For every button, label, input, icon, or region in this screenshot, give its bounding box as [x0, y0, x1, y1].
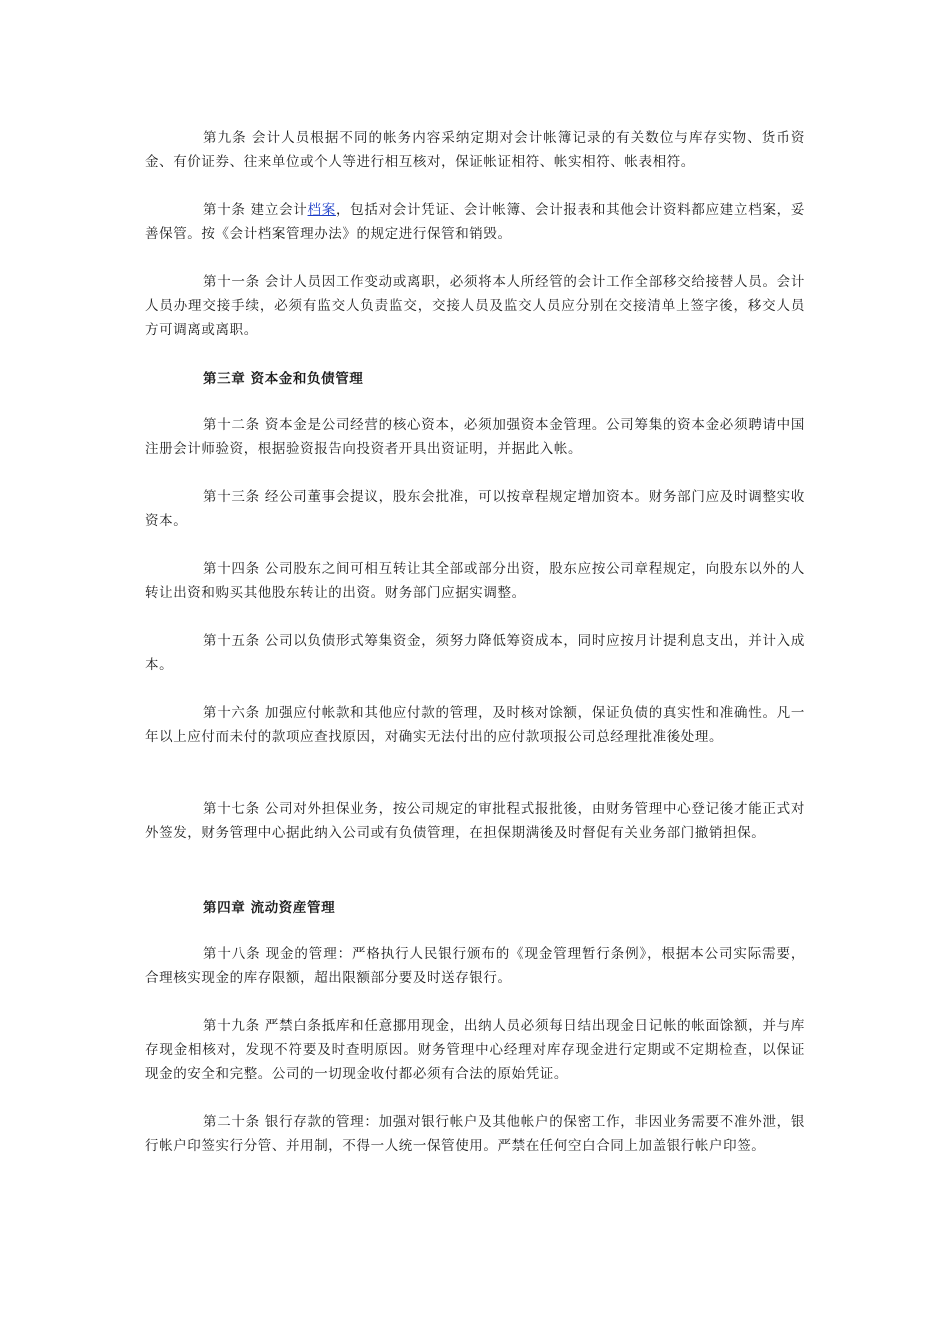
article-19: 第十九条 严禁白条抵库和任意挪用现金，出纳人员必须每日结出现金日记帐的帐面馀额，并与库存现金相核对，发现不符要及时查明原因。财务管理中心经理对库存现金进行定期或不定期检查，以保证现金的安全和完整。公司的一切现金收付都必须有合法的原始凭证。 [145, 1018, 805, 1082]
article-17: 第十七条 公司对外担保业务，按公司规定的审批程式报批後，由财务管理中心登记後才能正式对外签发，财务管理中心据此纳入公司或有负债管理，在担保期满後及时督促有关业务部门撤销担保。 [145, 801, 805, 841]
article-20: 第二十条 银行存款的管理：加强对银行帐户及其他帐户的保密工作，非因业务需要不准外泄，银行帐户印签实行分管、并用制，不得一人统一保管使用。严禁在任何空白合同上加盖银行帐户印签。 [145, 1114, 805, 1154]
chapter-3-heading: 第三章 资本金和负债管理 [203, 371, 364, 387]
article-16: 第十六条 加强应付帐款和其他应付款的管理，及时核对馀额，保证负债的真实性和准确性。凡一年以上应付而未付的款项应查找原因，对确实无法付出的应付款项报公司总经理批准後处理。 [145, 705, 805, 745]
archive-link[interactable]: 档案 [307, 202, 336, 218]
chapter-4-heading: 第四章 流动资産管理 [203, 900, 336, 916]
article-14: 第十四条 公司股东之间可相互转让其全部或部分出资，股东应按公司章程规定，向股东以外的人转让出资和购买其他股东转让的出资。财务部门应据实调整。 [145, 561, 805, 601]
article-10 [145, 198, 805, 246]
article-18: 第十八条 现金的管理：严格执行人民银行颁布的《现金管理暂行条例》，根据本公司实际需要，合理核实现金的库存限额，超出限额部分要及时送存银行。 [145, 946, 805, 986]
article-15: 第十五条 公司以负债形式筹集资金，须努力降低筹资成本，同时应按月计提利息支出，并计入成本。 [145, 633, 805, 673]
article-12: 第十二条 资本金是公司经营的核心资本，必须加强资本金管理。公司筹集的资本金必须聘请中国注册会计师验资，根据验资报告向投资者开具出资证明，并据此入帐。 [145, 417, 805, 457]
article-11: 第十一条 会计人员因工作变动或离职，必须将本人所经管的会计工作全部移交给接替人员。会计人员办理交接手续，必须有监交人负责监交，交接人员及监交人员应分别在交接清单上签字後，移交人员方可调离或离职。 [145, 274, 805, 338]
article-10-text-before: 第十条 建立会计 [203, 202, 308, 218]
article-13: 第十三条 经公司董事会提议，股东会批准，可以按章程规定增加资本。财务部门应及时调整实收资本。 [145, 489, 805, 529]
article-10-text-after: ，包括对会计凭证、会计帐簿、会计报表和其他会计资料都应建立档案，妥善保管。按《会计档案管理办法》的规定进行保管和销毁。 [145, 202, 805, 242]
article-9: 第九条 会计人员根据不同的帐务内容采纳定期对会计帐簿记录的有关数位与库存实物、货币资金、有价证券、往来单位或个人等进行相互核对，保证帐证相符、帐实相符、帐表相符。 [145, 130, 805, 170]
